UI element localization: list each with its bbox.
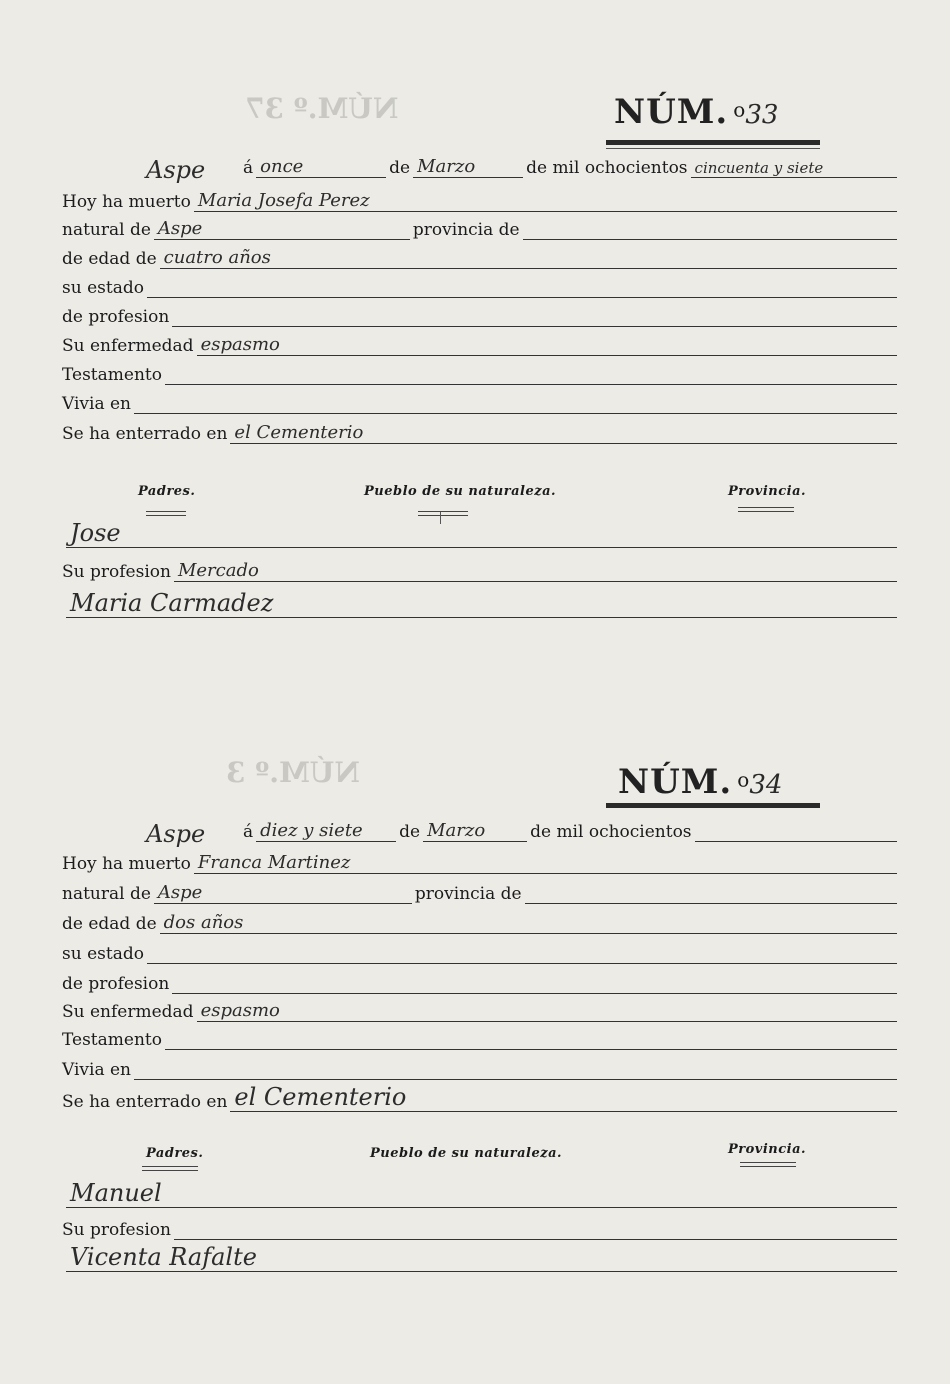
header-rule	[142, 1166, 198, 1171]
field-label: de profesion	[62, 974, 170, 994]
month-prefix: de	[389, 158, 411, 178]
field-label: Su enfermedad	[62, 1002, 194, 1022]
father-line	[66, 519, 900, 548]
date-line	[140, 152, 900, 184]
month-value: Marzo	[417, 156, 476, 177]
field-label: de edad de	[62, 249, 157, 269]
header-rule	[740, 1162, 796, 1167]
record-number	[614, 92, 778, 132]
field-label: Testamento	[62, 1030, 162, 1050]
field-label: Testamento	[62, 365, 162, 385]
field-value: espasmo	[200, 334, 280, 355]
field-value: espasmo	[200, 1000, 280, 1021]
age-line	[62, 908, 900, 934]
age-line	[62, 243, 900, 269]
mother-name: Vicenta Rafalte	[70, 1243, 257, 1271]
field-label: natural de	[62, 220, 151, 240]
field-label: Hoy ha muerto	[62, 192, 191, 212]
illness-line	[62, 330, 900, 356]
date-line	[140, 816, 900, 848]
field-label: de profesion	[62, 307, 170, 327]
num-rule	[606, 803, 820, 808]
header-rule	[738, 507, 794, 512]
field-value: Franca Martinez	[197, 852, 351, 873]
deceased-line	[62, 848, 900, 874]
column-header-province: Provincia.	[728, 1142, 807, 1157]
father-profession-line	[62, 556, 900, 582]
column-header-birthplace: Pueblo de su naturaleza.	[364, 484, 557, 499]
place-value: Aspe	[146, 820, 206, 848]
day-prefix: á	[243, 158, 254, 178]
field-label: Su profesion	[62, 562, 171, 582]
bleed-through-stamp: NÚM.º 37	[245, 92, 399, 125]
father-name: Manuel	[70, 1179, 162, 1207]
testament-line	[62, 359, 900, 385]
field-value: el Cementerio	[234, 422, 364, 443]
father-profession-line	[62, 1214, 900, 1240]
field-label: Vivia en	[62, 1060, 132, 1080]
testament-line	[62, 1024, 900, 1050]
place-value: Aspe	[146, 156, 206, 184]
bleed-through-stamp: NÚM.º 3	[226, 756, 360, 789]
num-value: 33	[745, 100, 779, 130]
field-label: Su profesion	[62, 1220, 171, 1240]
field-value: cuatro años	[163, 247, 271, 268]
father-name: Jose	[70, 519, 121, 547]
record-number	[618, 762, 782, 802]
header-rule	[146, 511, 186, 516]
profession-line	[62, 301, 900, 327]
field-label: Su enfermedad	[62, 336, 194, 356]
burial-line	[62, 418, 900, 444]
mother-name: Maria Carmadez	[70, 589, 274, 617]
header-rule	[418, 511, 468, 516]
num-rule-thin	[606, 148, 820, 149]
month-prefix: de	[399, 822, 421, 842]
month-value: Marzo	[427, 820, 486, 841]
father-profession: Mercado	[177, 560, 259, 581]
mother-line	[66, 589, 900, 618]
residence-line	[62, 388, 900, 414]
residence-line	[62, 1054, 900, 1080]
deceased-line	[62, 186, 900, 212]
field-label: Se ha enterrado en	[62, 424, 228, 444]
field-value: Maria Josefa Perez	[197, 190, 370, 211]
field-label: su estado	[62, 944, 144, 964]
marital-status-line	[62, 938, 900, 964]
column-header-parents: Padres.	[146, 1146, 204, 1161]
num-label: NÚM.	[614, 92, 729, 132]
num-mark: o	[737, 767, 750, 792]
year-value: cincuenta y siete	[694, 159, 824, 177]
num-value: 34	[749, 770, 783, 800]
illness-line	[62, 996, 900, 1022]
field-value: dos años	[163, 912, 244, 933]
field-label: Se ha enterrado en	[62, 1092, 228, 1112]
birthplace-line	[62, 878, 900, 904]
birthplace-line	[62, 214, 900, 240]
day-value: diez y siete	[260, 820, 363, 841]
profession-line	[62, 968, 900, 994]
column-header-province: Provincia.	[728, 484, 807, 499]
field-label: provincia de	[414, 884, 522, 904]
field-label: de edad de	[62, 914, 157, 934]
field-value: Aspe	[157, 882, 203, 903]
field-label: Hoy ha muerto	[62, 854, 191, 874]
column-divider	[440, 512, 441, 524]
num-label: NÚM.	[618, 762, 733, 802]
num-rule	[606, 140, 820, 145]
year-prefix: de mil ochocientos	[526, 158, 688, 178]
day-value: once	[260, 156, 304, 177]
mother-line	[66, 1243, 900, 1272]
field-value: Aspe	[157, 218, 203, 239]
column-header-parents: Padres.	[138, 484, 196, 499]
day-prefix: á	[243, 822, 254, 842]
burial-line	[62, 1083, 900, 1112]
year-prefix: de mil ochocientos	[530, 822, 692, 842]
field-label: su estado	[62, 278, 144, 298]
column-header-birthplace: Pueblo de su naturaleza.	[370, 1146, 563, 1161]
father-line	[66, 1179, 900, 1208]
num-mark: o	[733, 97, 746, 122]
marital-status-line	[62, 272, 900, 298]
field-value: el Cementerio	[234, 1083, 407, 1111]
field-label: Vivia en	[62, 394, 132, 414]
field-label: provincia de	[412, 220, 520, 240]
field-label: natural de	[62, 884, 151, 904]
